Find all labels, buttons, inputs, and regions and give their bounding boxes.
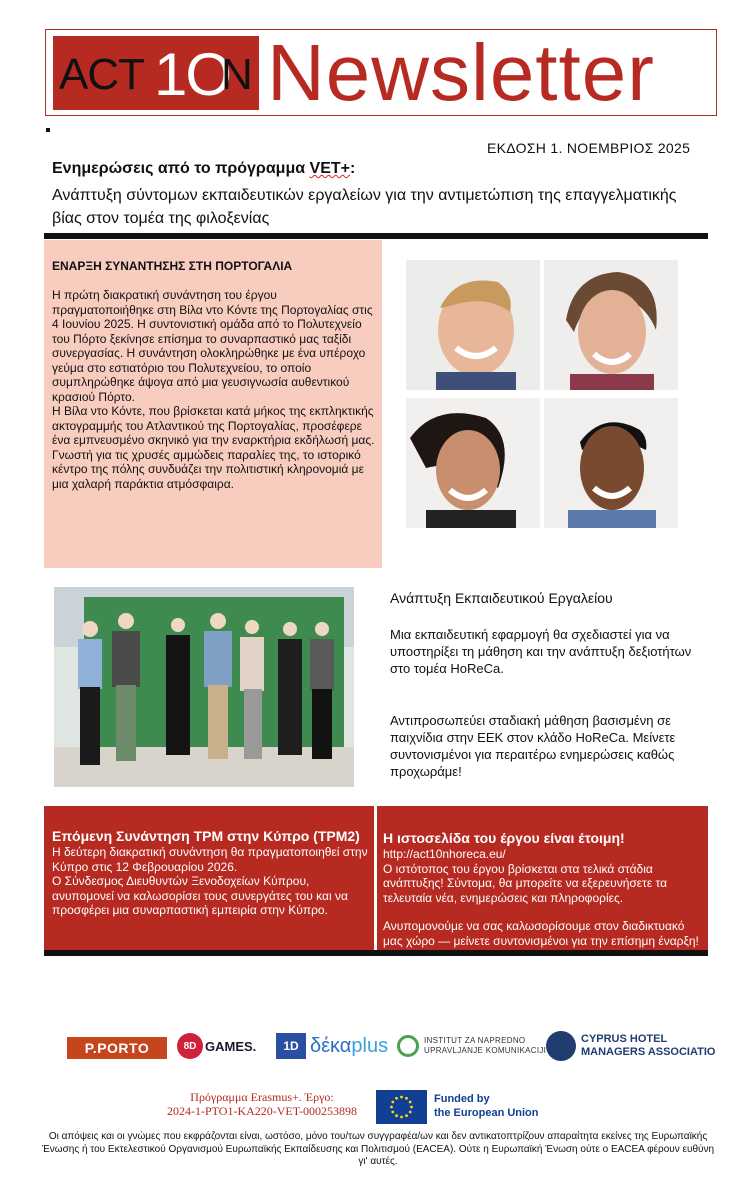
dekaplus-mark: 1D bbox=[276, 1033, 306, 1059]
portugal-title: ΕΝΑΡΞΗ ΣΥΝΑΝΤΗΣΗΣ ΣΤΗ ΠΟΡΤΟΓΑΛΙΑ bbox=[52, 259, 293, 273]
face-photo-3 bbox=[406, 398, 540, 528]
institut-text bbox=[424, 1036, 546, 1056]
dekaplus-text bbox=[310, 1035, 388, 1058]
chma-circle-icon bbox=[546, 1031, 576, 1061]
logo-act-text: ACT bbox=[59, 50, 144, 99]
program-name: VET+ bbox=[309, 160, 350, 177]
divider-bottom bbox=[44, 950, 708, 956]
tool-paragraph-1: Μια εκπαιδευτική εφαρμογή θα σχεδιαστεί για να υποστηρίξει τη μάθηση και την ανάπτυξη δεξιοτήτων στο τομέα HoReCa. bbox=[390, 627, 692, 676]
bullet-mark bbox=[46, 128, 50, 132]
website-title: Η ιστοσελίδα του έργου είναι έτοιμη! bbox=[383, 830, 625, 846]
institut-circle-icon bbox=[397, 1035, 419, 1057]
dekaplus-logo bbox=[276, 1028, 388, 1064]
edition-label: ΕΚΔΟΣΗ 1. ΝΟΕΜΒΡΙΟΣ 2025 bbox=[487, 140, 691, 156]
masthead bbox=[45, 29, 717, 116]
tpm2-body-2: Ο Σύνδεσμος Διευθυντών Ξενοδοχείων Κύπρου, ανυπομονεί να καλωσορίσει τους συνεργάτες του και να προσφέρει μια συναρπαστική εμπειρία στην Κύπρο. bbox=[52, 874, 348, 917]
institut-logo bbox=[397, 1028, 546, 1064]
eu-funded-line-1: Funded by bbox=[434, 1093, 490, 1105]
newsletter-title: Newsletter bbox=[267, 28, 655, 117]
dekaplus-text-b: plus bbox=[351, 1034, 389, 1057]
tpm2-title: Επόμενη Συνάντηση TPM στην Κύπρο (TPM2) bbox=[52, 828, 360, 844]
logo-n-text: N bbox=[221, 50, 253, 99]
8dgames-mark: 8D bbox=[177, 1033, 203, 1059]
erasmus-line-1: Πρόγραμμα Erasmus+. Έργο: bbox=[190, 1090, 334, 1104]
tool-title: Ανάπτυξη Εκπαιδευτικού Εργαλείου bbox=[390, 590, 613, 606]
disclaimer: Οι απόψεις και οι γνώμες που εκφράζονται είναι, ωστόσο, μόνο του/των συγγραφέα/ων και δεν αντικατοπτρίζουν απαραίτητα εκείνες της Ευρωπαϊκής Ένωσης ή του Εκτελεστικού Οργανισμού Ευρωπαϊκής Εκπαίδευσης και Πολιτισμού (EACEA). Ούτε η Ευρωπαϊκή Ένωση ούτε ο EACEA φέρουν ευθύνη γι' αυτές. bbox=[41, 1131, 715, 1167]
chma-line-1: CYPRUS HOTEL bbox=[581, 1033, 668, 1045]
dekaplus-text-a: δέκα bbox=[310, 1034, 352, 1057]
headline-subtitle: Ανάπτυξη σύντομων εκπαιδευτικών εργαλείων για την αντιμετώπιση της επαγγελματικής βίας στον τομέα της φιλοξενίας bbox=[52, 187, 677, 227]
8dgames-text: GAMES. bbox=[205, 1038, 257, 1054]
8dgames-logo bbox=[177, 1028, 256, 1064]
portugal-body-1: Η πρώτη διακρατική συνάντηση του έργου πραγματοποιήθηκε στη Βίλα ντο Κόντε της Πορτογαλίας στις 4 Ιουνίου 2025. Η συντονιστική ομάδα από το Πολυτεχνείο του Πόρτο ξεκίνησε επίσημα το συναρπαστικό μας ταξίδι συνεργασίας. Η συνάντηση ολοκληρώθηκε με ένα υπέροχο γεύμα στο εστιατόριο του Πολυτεχνείου, το οποίο συμπληρώθηκε άψογα από μια γευσιγνωσία αυθεντικού κρασιού Πόρτο. bbox=[52, 288, 373, 404]
group-meeting-photo bbox=[54, 587, 354, 787]
faces-photo-collage bbox=[406, 260, 684, 528]
chma-text bbox=[581, 1033, 715, 1059]
institut-line-2: UPRAVLJANJE KOMUNIKACIJI bbox=[424, 1046, 547, 1055]
tpm2-box bbox=[44, 806, 374, 950]
tpm2-body-1: Η δεύτερη διακρατική συνάντηση θα πραγματοποιηθεί στην Κύπρο στις 12 Φεβρουαρίου 2026. bbox=[52, 845, 368, 874]
erasmus-line-2: 2024-1-PTO1-KA220-VET-000253898 bbox=[167, 1104, 357, 1118]
act10n-logo bbox=[53, 36, 259, 110]
erasmus-project bbox=[152, 1090, 372, 1118]
eu-funded-text bbox=[434, 1092, 539, 1120]
headline-prefix: Ενημερώσεις από το πρόγραμμα bbox=[52, 160, 310, 177]
portugal-meeting-box bbox=[44, 240, 382, 568]
eu-flag-icon bbox=[376, 1090, 427, 1124]
website-box bbox=[377, 806, 708, 950]
headline bbox=[52, 160, 355, 178]
portugal-body bbox=[52, 288, 378, 491]
website-body-1: Ο ιστότοπος του έργου βρίσκεται στα τελικά στάδια ανάπτυξης! Σύντομα, θα μπορείτε να εξερευνήσετε τα τελευταία νέα, ενημερώσεις και πληροφορίες. bbox=[383, 861, 668, 905]
website-body-2: Ανυπομονούμε να σας καλωσορίσουμε στον διαδικτυακό μας χώρο — μείνετε συντονισμένοι για την επίσημη έναρξη! bbox=[383, 919, 699, 948]
portugal-body-2: Η Βίλα ντο Κόντε, που βρίσκεται κατά μήκος της εκπληκτικής ακτογραμμής του Ατλαντικού της Πορτογαλίας, προσέφερε ένα εμπνευσμένο σκηνικό για την εναρκτήρια εκδήλωσή μας. Γνωστή για τις χρυσές αμμώδεις παραλίες της, το ιστορικό κέντρο της πόλης συνδυάζει την πολιτιστική κληρονομιά με μια χαλαρή παράκτια ατμόσφαιρα. bbox=[52, 404, 375, 491]
website-url[interactable]: http://act10nhoreca.eu/ bbox=[383, 847, 506, 861]
chma-logo bbox=[546, 1028, 715, 1064]
pporto-logo: P.PORTO bbox=[67, 1037, 167, 1059]
partner-logos bbox=[0, 1028, 756, 1068]
face-photo-4 bbox=[544, 398, 678, 528]
tool-paragraph-2: Αντιπροσωπεύει σταδιακή μάθηση βασισμένη σε παιχνίδια στην ΕΕΚ στον κλάδο HoReCa. Μείνετε συντονισμένοι για περαιτέρω ενημερώσεις καθώς προχωράμε! bbox=[390, 713, 676, 779]
institut-line-1: INSTITUT ZA NAPREDNO bbox=[424, 1036, 526, 1045]
face-photo-1 bbox=[406, 260, 540, 390]
divider-top bbox=[44, 233, 708, 239]
chma-line-2: MANAGERS ASSOCIATIO bbox=[581, 1046, 716, 1058]
logo-one-text: 1O bbox=[154, 41, 231, 108]
headline-suffix: : bbox=[350, 160, 356, 177]
face-photo-2 bbox=[544, 260, 678, 390]
eu-funded-line-2: the European Union bbox=[434, 1107, 539, 1119]
